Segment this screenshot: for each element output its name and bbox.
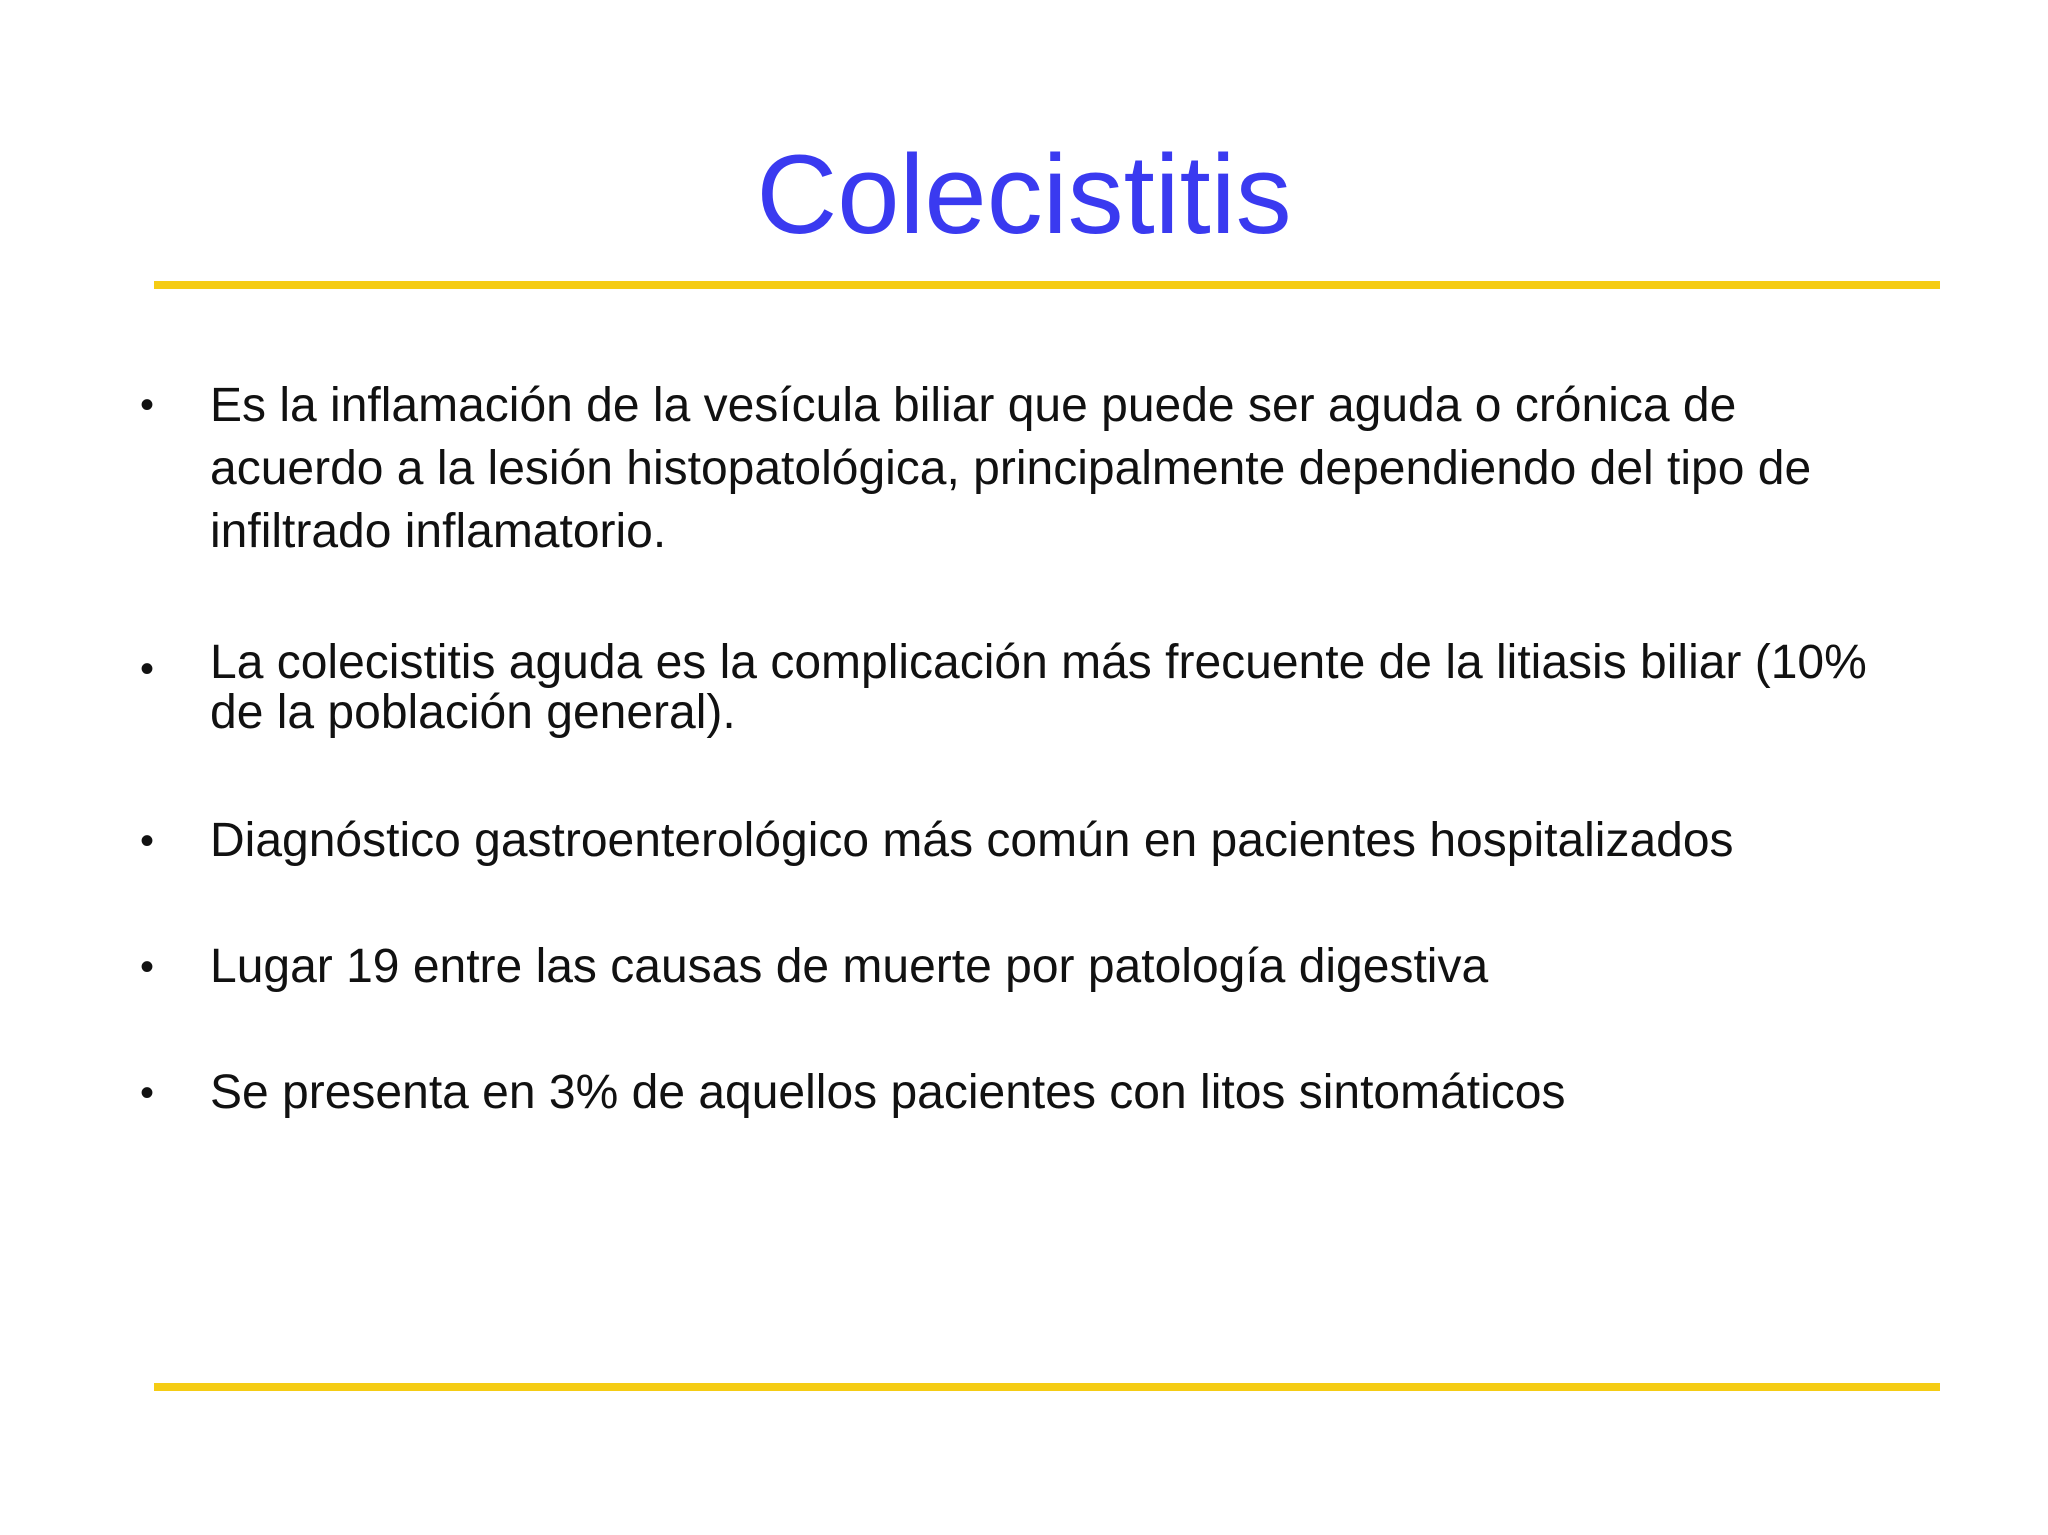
bullet-marker: •	[140, 647, 155, 691]
bullet-text: La colecistitis aguda es la complicación más frecuente de la litiasis biliar (10% de la población general).	[210, 636, 1867, 739]
bullet-marker: •	[140, 383, 155, 427]
bullet-marker: •	[140, 819, 155, 863]
bullet-text: Lugar 19 entre las causas de muerte por patología digestiva	[210, 940, 1489, 993]
slide-title: Colecistitis	[756, 132, 1292, 257]
bullet-text: Se presenta en 3% de aquellos pacientes con litos sintomáticos	[210, 1066, 1566, 1119]
top-divider	[154, 281, 1940, 289]
bullet-marker: •	[140, 945, 155, 989]
bullet-text: Diagnóstico gastroenterológico más común en pacientes hospitalizados	[210, 814, 1734, 867]
bottom-divider	[154, 1383, 1940, 1391]
bullet-text: Es la inflamación de la vesícula biliar que puede ser aguda o crónica de acuerdo a la lesión histopatológica, principalmente dependiendo del tipo de infiltrado inflamatorio.	[210, 379, 1812, 558]
bullet-marker: •	[140, 1071, 155, 1115]
